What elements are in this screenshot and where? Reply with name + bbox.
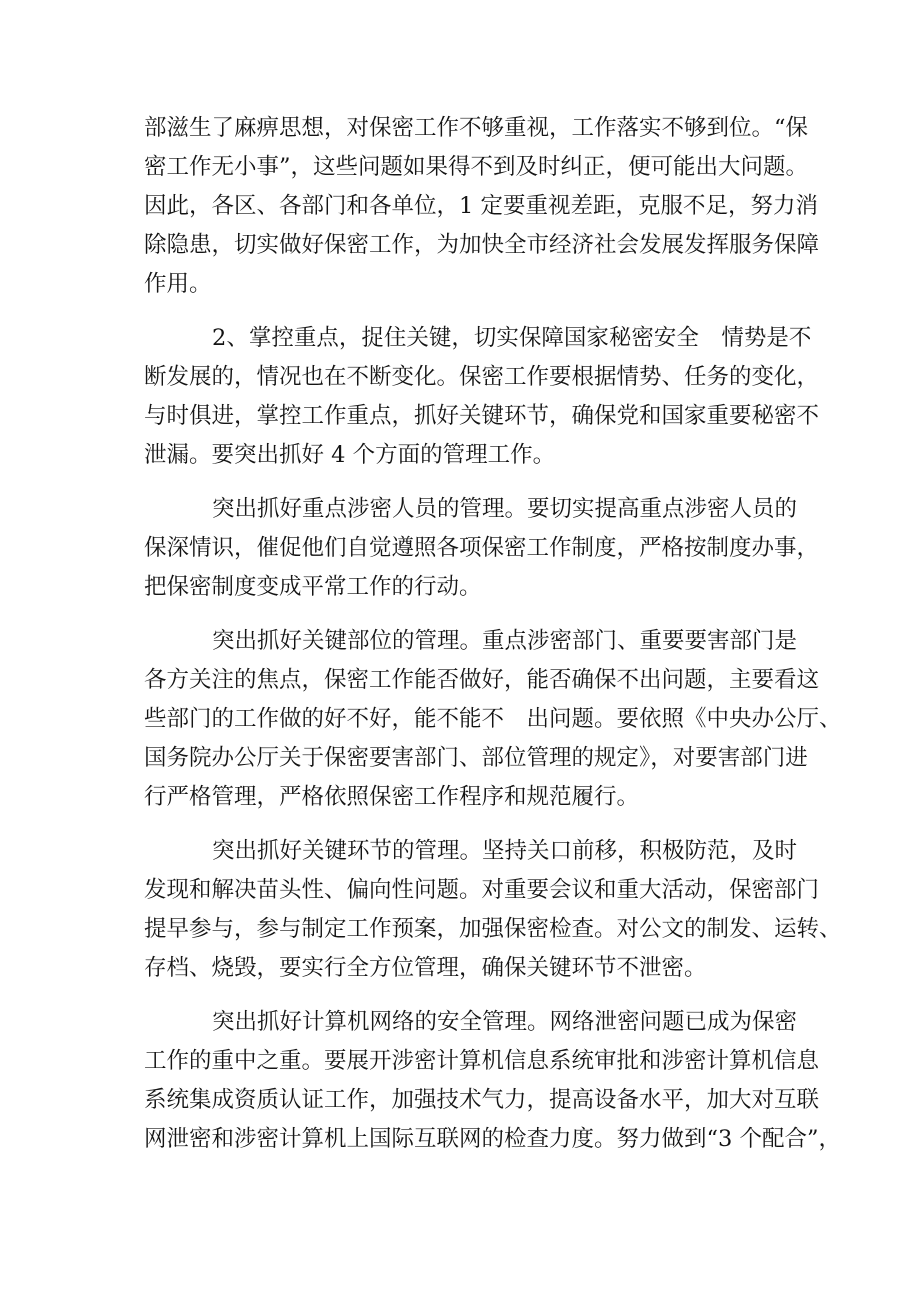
text-line: 突出抓好重点涉密人员的管理。要切实提高重点涉密人员的 bbox=[212, 496, 798, 522]
text-line: 断发展的，情况也在不断变化。保密工作要根据情势、任务的变化， bbox=[144, 364, 820, 390]
text-line: 些部门的工作做的好不好，能不能不 出问题。要依照《中央办公厅、 bbox=[144, 706, 842, 732]
text-line: 突出抓好计算机网络的安全管理。网络泄密问题已成为保密 bbox=[212, 1009, 798, 1035]
text-line: 发现和解决苗头性、偏向性问题。对重要会议和重大活动，保密部门 bbox=[144, 877, 820, 903]
text-line: 各方关注的焦点，保密工作能否做好，能否确保不出问题，主要看这 bbox=[144, 667, 820, 693]
text-line: 保深情识，催促他们自觉遵照各项保密工作制度，严格按制度办事， bbox=[144, 535, 820, 561]
text-line: 与时俱进，掌控工作重点，抓好关键环节，确保党和国家重要秘密不 bbox=[144, 403, 820, 429]
text-line: 泄漏。要突出抓好 4 个方面的管理工作。 bbox=[144, 442, 556, 468]
text-line: 工作的重中之重。要展开涉密计算机信息系统审批和涉密计算机信息 bbox=[144, 1048, 820, 1074]
text-line: 突出抓好关键部位的管理。重点涉密部门、重要要害部门是 bbox=[212, 628, 798, 654]
text-line: 行严格管理，严格依照保密工作程序和规范履行。 bbox=[144, 784, 640, 810]
text-line: 除隐患，切实做好保密工作，为加快全市经济社会发展发挥服务保障 bbox=[144, 232, 820, 258]
text-line: 把保密制度变成平常工作的行动。 bbox=[144, 574, 482, 600]
text-line: 网泄密和涉密计算机上国际互联网的检查力度。努力做到“3 个配合”， bbox=[144, 1126, 841, 1152]
text-line: 密工作无小事”，这些问题如果得不到及时纠正，便可能出大问题。 bbox=[144, 154, 809, 180]
text-line: 因此，各区、各部门和各单位，1 定要重视差距，克服不足，努力消 bbox=[144, 193, 818, 219]
text-line: 国务院办公厅关于保密要害部门、部位管理的规定》，对要害部门进 bbox=[144, 745, 808, 771]
section-heading-line: 2、掌控重点，捉住关键，切实保障国家秘密安全 情势是不 bbox=[212, 325, 812, 351]
text-line: 提早参与，参与制定工作预案，加强保密检查。对公文的制发、运转、 bbox=[144, 916, 842, 942]
text-line: 作用。 bbox=[144, 271, 212, 297]
text-line: 部滋生了麻痹思想，对保密工作不够重视，工作落实不够到位。“保 bbox=[144, 115, 809, 141]
text-line: 突出抓好关键环节的管理。坚持关口前移，积极防范，及时 bbox=[212, 838, 798, 864]
text-line: 系统集成资质认证工作，加强技术气力，提高设备水平，加大对互联 bbox=[144, 1087, 820, 1113]
text-line: 存档、烧毁，要实行全方位管理，确保关键环节不泄密。 bbox=[144, 955, 707, 981]
